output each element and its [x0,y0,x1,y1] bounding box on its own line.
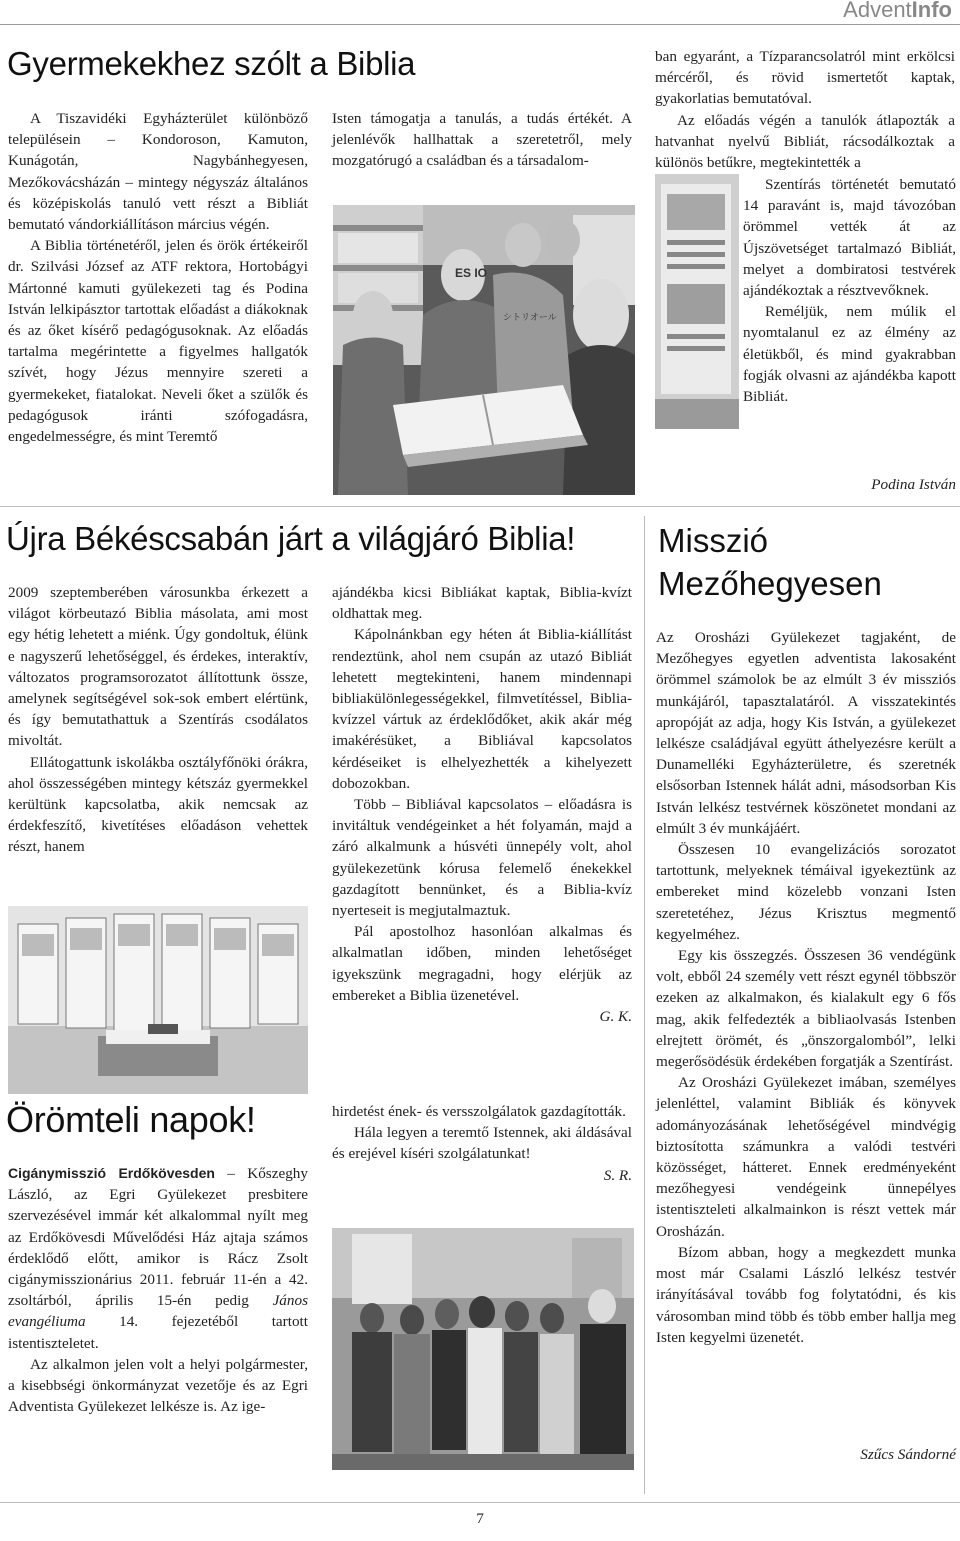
article3-col1 [8,1163,308,1417]
children-bible-photo [333,205,635,495]
article1-col3-p1: ban egyaránt, a Tízparancsolatról mint erkölcsi mércéről, és rövid ismertetőt kaptak, gyakorlatias bemutatóval. [655,48,955,108]
article2-col2 [332,582,632,1027]
article2-col2-p4: Pál apostolhoz hasonlóan alkalmas és alkalmatlan időben, minden lehetőséget igyekszünk megragadni, hogy elérjük az embereket a Biblia üzenetével. [332,923,632,1004]
article2-signature: G. K. [599,1008,632,1026]
shirt-text-2: シトリオール [503,313,557,323]
shirt-text-1: ES IO [455,266,488,280]
article3-lead [8,1163,308,1354]
article1-col3-narrow [743,174,956,407]
article2-col2-p3: Több – Bibliával kapcsolatos – előadásra is invitáltuk vendégeinket a hét folyamán, majd a záró alkalmunk a húsvéti ünnepély volt, ahol gyülekezetünk kórusa felemelő énekekkel gazdagított bennünket, és a Biblia-kvíz nyerteseit is megjutalmaztuk. [332,796,632,920]
article1-signature: Podina István [871,476,956,493]
article1-col2 [332,108,632,172]
article3-lead-end: 14. fejezetéből tartott istentiszteletet. [8,1313,308,1352]
article2-col2-p1: ajándékba kicsi Bibliákat kaptak, Biblia-kvízt oldhattak meg. [332,584,632,623]
brand-bold: Info [911,0,952,22]
article3-col2-p1: hirdetést ének- és versszolgálatok gazdagították. [332,1103,626,1120]
article1-title: Gyermekekhez szólt a Biblia [7,45,416,82]
article4-title [658,519,882,605]
bible-exhibit-photo [655,174,739,429]
article3-col2 [332,1101,632,1186]
page-number: 7 [476,1510,484,1527]
bible-exhibit-photo-svg [655,174,739,429]
congregation-photo-svg [332,1228,634,1470]
article4-p2: Összesen 10 evangelizációs sorozatot tartottunk, melyeknek témáival igyekeztünk az embereket mind közelebb vonzani Isten szeretetéhez, Jézus Krisztus megmentő kegyelméhez. [656,841,956,943]
article4-p1: Az Orosházi Gyülekezet tagjaként, de Mezőhegyes egyetlen adventista lakosaként örömmel számolok be az elmúlt 3 év missziós munkájáról, tapasztalatáról. A visszatekintés apropóját az adja, hogy Kis István, a gyülekezet lelkésze családjával együtt áthelyezésre került a Dunamelléki Egyházterületre, és szeretnék elsősorban Istennek hálát adni, másodsorban Kis István lelkész testvérnek köszönetet mondani az elmúlt 3 év munkájáért. [656,629,956,837]
brand-light: Advent [843,0,912,22]
article3-title: Örömteli napok! [6,1099,256,1140]
article3-signature: S. R. [603,1166,632,1184]
article2-col2-p2: Kápolnánkban egy héten át Biblia-kiállítást rendeztünk, ahol nem csupán az utazó Bibliát lehetett megtekinteni, hanem mindennapi bibliakülönlegességekkel, filmvetítéssel, Biblia-kvízzel vártuk az érdeklődőket, akik akár még imakérésüket, a Bibliával kapcsolatos kérdéseiket is elhelyezhették a kihelyezett dobozokban. [332,626,632,792]
exhibition-room-photo-svg [8,906,308,1094]
article2-col1-p2: Ellátogattunk iskolákba osztályfőnöki órákra, ahol összességében mintegy kétszáz gyermekkel kerültünk kapcsolatba, akik nemcsak az érdekfeszítő, kivetítéses előadáson vehettek részt, hanem [8,753,308,856]
article4-p4: Az Orosházi Gyülekezet imában, személyes jelenléttel, valamint Bibliák és könyvek adományozásának lehetőségével mindvégig biztosította számunkra a valódi testvéri közösséget, hátteret. Ennek eredményeként mezőhegyesi vendégeink ünnepélyes istentiszteleti alkalmainkon is részt vettek már Orosházán. [656,1074,956,1240]
article3-p2: Az alkalmon jelen volt a helyi polgármester, a kisebbségi önkormányzat vezetője és az Egri Adventista Gyülekezet lelkésze is. Az ige- [8,1355,308,1416]
article4-signature: Szűcs Sándorné [860,1446,956,1463]
article1-col2-p1: Isten támogatja a tanulás, a tudás értékét. A jelenlévők hallhattak a szeretetről, mely mozgatórugó a családban és a társadalom- [332,110,632,170]
article3-lead-bold: Cigánymisszió Erdőkövesden [8,1165,215,1181]
congregation-photo [332,1228,634,1470]
section-rule-1 [0,506,960,507]
article4-body [656,627,956,1348]
header-brand [843,0,952,23]
header-rule [0,24,960,25]
article1-col3-p2: Az előadás végén a tanulók átlapozták a hatvanhat nyelvű Bibliát, rácsodálkoztak a különös betűkre, megtekintették a [655,111,955,172]
article4-title-line1: Misszió [658,522,769,559]
article1-col3-narrow-p2: Reméljük, nem múlik el nyomtalanul ez az élmény az életükből, és mind gyakrabban fogják olvasni az ajándékba kapott Bibliát. [743,303,956,406]
article1-col1-p1: A Tiszavidéki Egyházterület különböző településein – Kondoroson, Kamuton, Kunágotán, Nagybánhegyesen, Mezőkovácsházán – mintegy négyszáz általános és középiskolás tanuló vett részt a Bibliát bemutató vándorkiállításon március végén. [8,110,308,234]
children-bible-photo-svg [333,205,635,495]
article4-p3: Egy kis összegzés. Összesen 36 vendégünk volt, ebből 24 személy vett részt egynél többször ezeken az alkalmakon, és kialakult egy 6 fős mag, akik felfedezték a bibliaolvasás Istenben elrejtett örömét, és „önszorgalomból”, lelki megerősödésük érdekében forgatják a Szentírást. [656,947,956,1071]
article1-col3-top [655,46,955,173]
column-rule-right [644,516,645,1494]
article2-col1 [8,582,308,858]
article4-title-line2: Mezőhegyesen [658,565,882,602]
footer-rule [0,1502,960,1503]
article4-p5: Bízom abban, hogy a megkezdett munka most már Csalami László lelkész testvér irányításával tovább fog folytatódni, és kis városomban mind több és több ember hallja meg Isten kegyelmi üzenetét. [656,1243,956,1346]
article2-col1-p1: 2009 szeptemberében városunkba érkezett a világot körbeutazó Biblia másolata, ami most egy hétig lehetett a miénk. Úgy gondoltuk, élünk e nagyszerű lehetőséggel, és érdekes, interaktív, változatos programsorozatot állítottunk össze, amelynek segítségével sok-sok embert elértünk, és így bemutathattuk a Szentírás csodálatos mivoltát. [8,584,308,750]
article3-lead-rest: – Kőszeghy László, az Egri Gyülekezet presbitere szervezésével immár két alkalommal nyílt meg az Erdőkövesdi Művelődési Ház ajtaja számos érdeklődő előtt, amikor is Rácz Zsolt cigánymisszionárius 2011. február 11-én a 42. zsoltárból, április 15-én pedig [8,1165,308,1310]
exhibition-room-photo [8,906,308,1094]
article1-col1 [8,108,308,447]
article2-title: Újra Békéscsabán járt a világjáró Biblia! [6,520,576,557]
article1-col3-narrow-p1: Szentírás történetét bemutató 14 paravánt is, majd távozóban örömmel vették át az Újszövetséget tartalmazó Bibliát, melyet a dombiratosi testvérek ajándékoztak a résztvevőknek. [743,176,956,300]
article3-lead-italic: János evangéliuma [8,1292,308,1331]
article3-col2-p2: Hála legyen a teremtő Istennek, aki áldásával és erejével kíséri szolgálatunkat! [332,1124,632,1163]
article1-col1-p2: A Biblia történetéről, jelen és örök értékeiről dr. Szilvási József az ATF rektora, Hortobágyi Mártonné kamuti gyülekezeti tag és Podina István lelkipásztor tartottak előadást a diákoknak és az őket kísérő pedagógusoknak. Az előadás tartalma megérintette a figyelmes hallgatók szívét, hogy Jézus mennyire szereti a gyermekeket, fiatalokat. Neveli őket a szülők és pedagógusok iránti szófogadásra, engedelmességre, és mint Teremtő [8,237,308,446]
